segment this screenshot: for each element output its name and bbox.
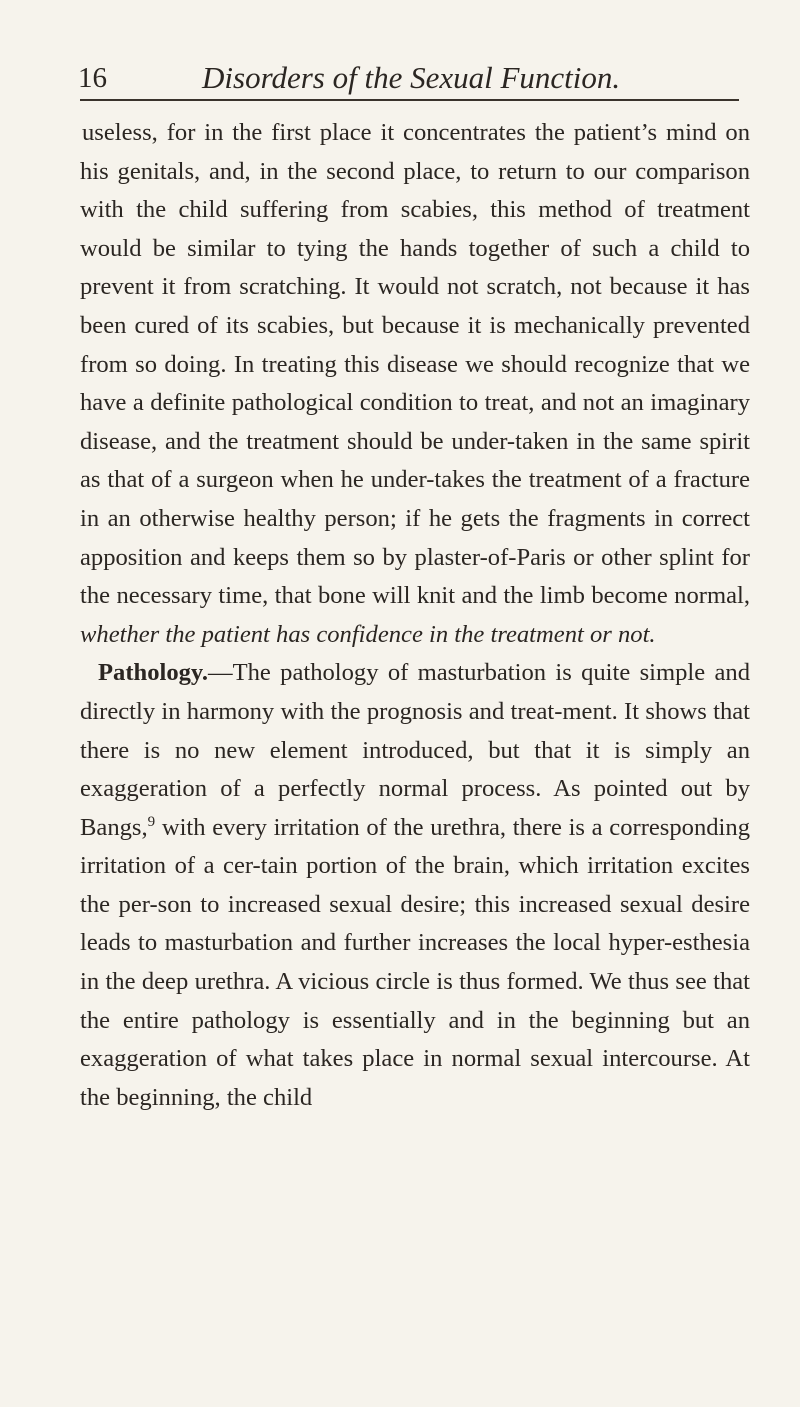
header-rule <box>80 99 739 101</box>
page-number: 16 <box>78 62 107 94</box>
footnote-reference: 9 <box>147 813 156 830</box>
paragraph-text: The pathology of masturbation is quite simple and directly in harmony with the prognosis and treat-ment. It shows that there is no new element introduced, but that it is simply an exaggeration of a perfectly normal process. As pointed out by Bangs, <box>80 659 750 841</box>
page-header <box>80 55 750 103</box>
book-page <box>80 55 750 1117</box>
italic-emphasis: whether the patient has confidence in the treatment or not. <box>80 620 656 648</box>
running-title: Disorders of the Sexual Function. <box>202 60 621 95</box>
body-text <box>80 114 750 1117</box>
paragraph-pathology <box>80 654 750 1117</box>
section-heading: Pathology. <box>98 659 208 687</box>
paragraph-text: useless, for in the first place it concentrates the patient’s mind on his genitals, and, in the second place, to return to our comparison with the child suffering from scabies, this method of treatment would be similar to tying the hands together of such a child to prevent it from scratching. It would not scratch, not because it has been cured of its scabies, but because it is mechanically prevented from so doing. In treating this disease we should recognize that we have a definite pathological condition to treat, and not an imaginary disease, and the treatment should be under-taken in the same spirit as that of a surgeon when he under-takes the treatment of a fracture in an otherwise healthy person; if he gets the fragments in correct apposition and keeps them so by plaster-of-Paris or other splint for the necessary time, that bone will knit and the limb become normal, <box>80 119 750 610</box>
em-dash: — <box>208 659 233 687</box>
paragraph-continuation <box>80 114 750 654</box>
paragraph-text: with every irritation of the urethra, there is a corresponding irritation of a cer-tain portion of the brain, which irritation excites the per-son to increased sexual desire; this increased sexual desire leads to masturbation and further increases the local hyper-esthesia in the deep urethra. A vicious circle is thus formed. We thus see that the entire pathology is essentially and in the beginning but an exaggeration of what takes place in normal sexual intercourse. At the beginning, the child <box>80 813 750 1111</box>
